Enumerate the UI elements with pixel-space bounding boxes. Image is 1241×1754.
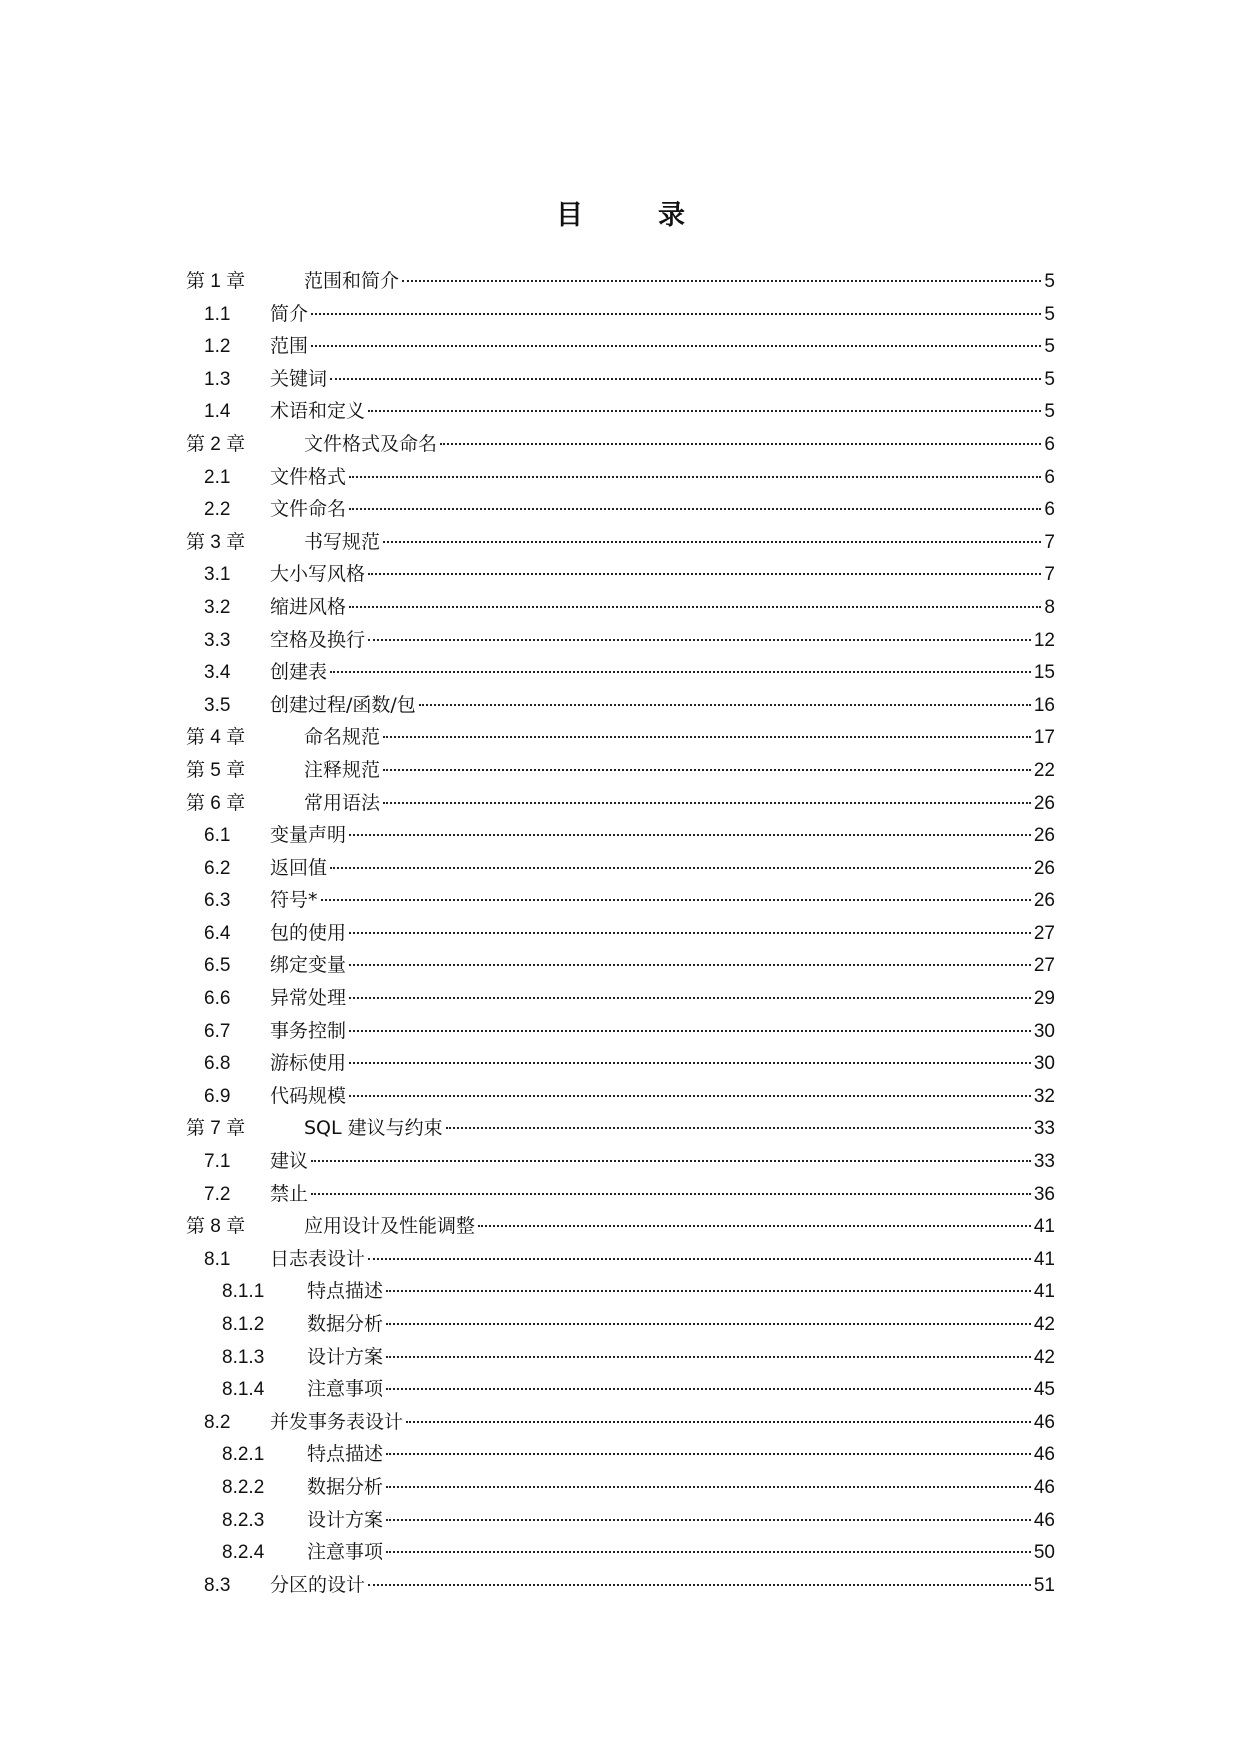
toc-entry-page-number: 5 — [1044, 401, 1055, 423]
toc-entry-page-number: 46 — [1033, 1476, 1055, 1498]
toc-entry-title: 文件命名 — [270, 498, 347, 521]
toc-entry[interactable] — [186, 1373, 1055, 1406]
toc-entry-number: 8.2.1 — [222, 1444, 265, 1466]
toc-entry-title: 文件格式 — [270, 465, 347, 488]
toc-entry[interactable] — [186, 1112, 1055, 1145]
toc-entry-page-number: 33 — [1033, 1118, 1055, 1140]
toc-entry-page-number: 17 — [1033, 727, 1055, 749]
toc-entry[interactable] — [186, 1308, 1055, 1341]
toc-entry-number: 第 8 章 — [186, 1216, 246, 1238]
toc-entry-number: 6.8 — [204, 1053, 231, 1075]
toc-entry-page-number: 27 — [1033, 955, 1055, 977]
toc-entry-page-number: 46 — [1033, 1444, 1055, 1466]
dot-leader — [446, 1127, 1031, 1129]
toc-entry-title: 注释规范 — [304, 758, 381, 781]
dot-leader — [368, 410, 1041, 412]
toc-entry-page-number: 36 — [1033, 1183, 1055, 1205]
toc-entry[interactable] — [186, 884, 1055, 917]
toc-entry-title: 文件格式及命名 — [304, 432, 438, 455]
toc-entry-title: 注意事项 — [307, 1541, 384, 1564]
dot-leader — [478, 1225, 1031, 1227]
dot-leader — [386, 1486, 1031, 1488]
toc-entry-title: 分区的设计 — [270, 1573, 366, 1596]
toc-entry[interactable] — [186, 1243, 1055, 1276]
toc-entry-number: 第 5 章 — [186, 759, 246, 781]
toc-entry-number: 第 4 章 — [186, 727, 246, 749]
toc-entry[interactable] — [186, 558, 1055, 591]
dot-leader — [349, 997, 1031, 999]
toc-entry-title: 数据分析 — [307, 1313, 384, 1335]
dot-leader — [386, 1453, 1031, 1455]
toc-entry-number: 6.4 — [204, 922, 231, 944]
toc-entry-title: 禁止 — [270, 1182, 309, 1205]
toc-entry-number: 8.1.1 — [222, 1281, 265, 1303]
toc-entry[interactable] — [186, 1471, 1055, 1504]
toc-entry-title: 注意事项 — [307, 1378, 384, 1401]
dot-leader — [349, 1062, 1031, 1064]
toc-entry-title: 术语和定义 — [270, 400, 366, 423]
toc-entry[interactable] — [186, 363, 1055, 396]
toc-entry-number: 7.2 — [204, 1183, 231, 1205]
toc-entry[interactable] — [186, 787, 1055, 820]
toc-entry-page-number: 30 — [1033, 1020, 1055, 1042]
toc-entry-page-number: 5 — [1044, 336, 1055, 358]
toc-entry[interactable] — [186, 624, 1055, 657]
toc-entry-title: 事务控制 — [270, 1019, 347, 1042]
dot-leader — [419, 704, 1031, 706]
toc-entry[interactable] — [186, 949, 1055, 982]
toc-entry-number: 2.2 — [204, 499, 231, 521]
toc-entry-title: 符号* — [270, 889, 318, 912]
dot-leader — [383, 541, 1041, 543]
dot-leader — [349, 1030, 1031, 1032]
dot-leader — [321, 899, 1031, 901]
toc-entry-title: 变量声明 — [270, 824, 347, 847]
toc-entry[interactable] — [186, 754, 1055, 787]
toc-entry[interactable] — [186, 1536, 1055, 1569]
toc-entry-page-number: 8 — [1044, 596, 1055, 618]
toc-entry-number: 第 6 章 — [186, 792, 246, 814]
dot-leader — [383, 736, 1031, 738]
toc-entry-page-number: 7 — [1044, 564, 1055, 586]
toc-entry-number: 8.2.4 — [222, 1542, 265, 1564]
toc-entry-title: 创建过程/函数/包 — [270, 693, 416, 716]
toc-entry-page-number: 12 — [1033, 629, 1055, 651]
toc-entry-page-number: 29 — [1033, 988, 1055, 1010]
toc-entry-title: 特点描述 — [307, 1280, 384, 1303]
toc-entry[interactable] — [186, 1145, 1055, 1178]
toc-entry-title: 创建表 — [270, 661, 328, 684]
toc-entry-number: 第 1 章 — [186, 271, 246, 292]
toc-entry[interactable] — [186, 819, 1055, 852]
toc-entry-number: 8.2.3 — [222, 1509, 265, 1531]
toc-entry-page-number: 50 — [1033, 1542, 1055, 1564]
toc-entry[interactable] — [186, 852, 1055, 885]
toc-entry[interactable] — [186, 1178, 1055, 1211]
toc-entry-page-number: 26 — [1033, 890, 1055, 912]
toc-entry-page-number: 15 — [1033, 662, 1055, 684]
toc-entry[interactable] — [186, 656, 1055, 689]
toc-entry-title: SQL 建议与约束 — [304, 1117, 443, 1140]
toc-entry-title: 命名规范 — [304, 726, 381, 749]
toc-entry[interactable] — [186, 330, 1055, 363]
toc-entry[interactable] — [186, 1275, 1055, 1308]
toc-entry-title: 异常处理 — [270, 987, 347, 1010]
toc-entry-page-number: 7 — [1044, 531, 1055, 553]
toc-entry[interactable] — [186, 461, 1055, 494]
toc-entry-title: 空格及换行 — [270, 628, 366, 651]
toc-entry-number: 3.4 — [204, 662, 231, 684]
toc-entry-number: 1.1 — [204, 303, 231, 325]
toc-title: 目 录 — [556, 200, 709, 231]
toc-entry-page-number: 41 — [1033, 1216, 1055, 1238]
toc-entry-page-number: 26 — [1033, 857, 1055, 879]
toc-entry-title: 返回值 — [270, 856, 328, 879]
dot-leader — [330, 867, 1031, 869]
toc-entry-page-number: 16 — [1033, 694, 1055, 716]
toc-entry-page-number: 6 — [1044, 433, 1055, 455]
toc-entry-number: 8.3 — [204, 1574, 231, 1596]
toc-entry-page-number: 51 — [1033, 1574, 1055, 1596]
toc-entry-title: 设计方案 — [307, 1345, 384, 1368]
dot-leader — [349, 476, 1041, 478]
toc-entry[interactable] — [186, 1047, 1055, 1080]
toc-entry-title: 日志表设计 — [270, 1247, 366, 1270]
dot-leader — [330, 671, 1031, 673]
toc-entry[interactable] — [186, 265, 1055, 298]
toc-entry-title: 包的使用 — [270, 921, 347, 944]
toc-entry-title: 设计方案 — [307, 1508, 384, 1531]
dot-leader — [383, 802, 1031, 804]
toc-entry[interactable] — [186, 428, 1055, 461]
toc-entry-number: 第 7 章 — [186, 1118, 246, 1140]
toc-entry-number: 6.2 — [204, 857, 231, 879]
dot-leader — [386, 1519, 1031, 1521]
toc-entry-page-number: 5 — [1044, 271, 1055, 292]
toc-entry-page-number: 32 — [1033, 1085, 1055, 1107]
toc-entry[interactable] — [186, 1504, 1055, 1537]
toc-entry-number: 3.1 — [204, 564, 231, 586]
toc-entry-page-number: 22 — [1033, 759, 1055, 781]
toc-list — [186, 265, 1055, 1601]
toc-entry[interactable] — [186, 1015, 1055, 1048]
toc-entry-page-number: 42 — [1033, 1346, 1055, 1368]
toc-entry-page-number: 42 — [1033, 1314, 1055, 1335]
toc-entry-page-number: 33 — [1033, 1151, 1055, 1173]
toc-entry-page-number: 46 — [1033, 1411, 1055, 1433]
toc-entry-number: 6.3 — [204, 890, 231, 912]
toc-entry-number: 3.5 — [204, 694, 231, 716]
dot-leader — [383, 769, 1031, 771]
dot-leader — [349, 932, 1031, 934]
dot-leader — [349, 964, 1031, 966]
toc-entry[interactable] — [186, 721, 1055, 754]
toc-entry-page-number: 41 — [1033, 1248, 1055, 1270]
dot-leader — [349, 606, 1041, 608]
toc-entry-number: 8.2.2 — [222, 1476, 265, 1498]
toc-entry-page-number: 27 — [1033, 922, 1055, 944]
toc-entry-number: 6.9 — [204, 1085, 231, 1107]
dot-leader — [311, 345, 1041, 347]
dot-leader — [368, 573, 1041, 575]
dot-leader — [386, 1290, 1031, 1292]
toc-entry-page-number: 6 — [1044, 499, 1055, 521]
toc-entry-title: 特点描述 — [307, 1443, 384, 1466]
toc-entry-title: 关键词 — [270, 367, 328, 390]
toc-entry[interactable] — [186, 1569, 1055, 1602]
toc-entry-number: 第 2 章 — [186, 433, 246, 455]
dot-leader — [349, 508, 1041, 510]
dot-leader — [311, 313, 1041, 315]
toc-entry-page-number: 5 — [1044, 368, 1055, 390]
dot-leader — [386, 1388, 1031, 1390]
toc-entry-number: 1.4 — [204, 401, 231, 423]
toc-entry-number: 2.1 — [204, 466, 231, 488]
dot-leader — [349, 834, 1031, 836]
toc-entry-number: 6.5 — [204, 955, 231, 977]
toc-entry[interactable] — [186, 1406, 1055, 1439]
toc-entry-title: 数据分析 — [307, 1475, 384, 1498]
toc-entry-number: 第 3 章 — [186, 531, 246, 553]
toc-entry-title: 绑定变量 — [270, 954, 347, 977]
toc-entry[interactable] — [186, 526, 1055, 559]
toc-entry-number: 8.1.4 — [222, 1379, 265, 1401]
toc-entry[interactable] — [186, 1341, 1055, 1374]
toc-entry-number: 8.2 — [204, 1411, 231, 1433]
toc-entry-number: 3.3 — [204, 629, 231, 651]
toc-entry-number: 6.6 — [204, 988, 231, 1010]
toc-entry-page-number: 26 — [1033, 792, 1055, 814]
toc-entry-page-number: 45 — [1033, 1379, 1055, 1401]
dot-leader — [386, 1356, 1031, 1358]
dot-leader — [368, 639, 1031, 641]
toc-entry[interactable] — [186, 591, 1055, 624]
toc-entry-title: 常用语法 — [304, 791, 381, 814]
toc-entry-title: 应用设计及性能调整 — [304, 1215, 476, 1238]
dot-leader — [402, 280, 1041, 282]
toc-entry-number: 7.1 — [204, 1151, 231, 1173]
toc-entry-title: 建议 — [270, 1150, 309, 1173]
dot-leader — [386, 1323, 1031, 1325]
toc-entry-title: 书写规范 — [304, 530, 381, 553]
toc-entry[interactable] — [186, 395, 1055, 428]
toc-entry-number: 3.2 — [204, 596, 231, 618]
toc-entry-number: 8.1 — [204, 1248, 231, 1270]
toc-entry-number: 6.1 — [204, 825, 231, 847]
toc-entry[interactable] — [186, 917, 1055, 950]
toc-entry-title: 大小写风格 — [270, 563, 366, 586]
toc-entry-page-number: 6 — [1044, 466, 1055, 488]
toc-entry-title: 游标使用 — [270, 1052, 347, 1075]
dot-leader — [311, 1160, 1031, 1162]
dot-leader — [311, 1193, 1031, 1195]
toc-entry-number: 8.1.3 — [222, 1346, 265, 1368]
toc-entry-page-number: 30 — [1033, 1053, 1055, 1075]
toc-entry-number: 8.1.2 — [222, 1314, 265, 1335]
toc-entry[interactable] — [186, 298, 1055, 331]
toc-entry-title: 范围和简介 — [304, 270, 400, 292]
dot-leader — [330, 378, 1041, 380]
toc-entry-page-number: 46 — [1033, 1509, 1055, 1531]
toc-entry[interactable] — [186, 689, 1055, 722]
dot-leader — [368, 1258, 1031, 1260]
toc-entry-title: 简介 — [270, 302, 309, 325]
toc-entry-title: 缩进风格 — [270, 595, 347, 618]
toc-entry-title: 代码规模 — [270, 1084, 347, 1107]
toc-entry-number: 1.2 — [204, 336, 231, 358]
dot-leader — [440, 443, 1041, 445]
toc-entry[interactable] — [186, 1210, 1055, 1243]
toc-entry-number: 1.3 — [204, 368, 231, 390]
toc-entry-page-number: 5 — [1044, 303, 1055, 325]
dot-leader — [368, 1584, 1031, 1586]
toc-entry-title: 范围 — [270, 335, 309, 358]
toc-entry-title: 并发事务表设计 — [270, 1410, 404, 1433]
toc-entry[interactable] — [186, 1080, 1055, 1113]
toc-entry-page-number: 26 — [1033, 825, 1055, 847]
toc-entry-number: 6.7 — [204, 1020, 231, 1042]
dot-leader — [349, 1095, 1031, 1097]
dot-leader — [386, 1551, 1031, 1553]
dot-leader — [406, 1421, 1031, 1423]
toc-entry[interactable] — [186, 1438, 1055, 1471]
toc-entry-page-number: 41 — [1033, 1281, 1055, 1303]
toc-entry[interactable] — [186, 982, 1055, 1015]
toc-entry[interactable] — [186, 493, 1055, 526]
